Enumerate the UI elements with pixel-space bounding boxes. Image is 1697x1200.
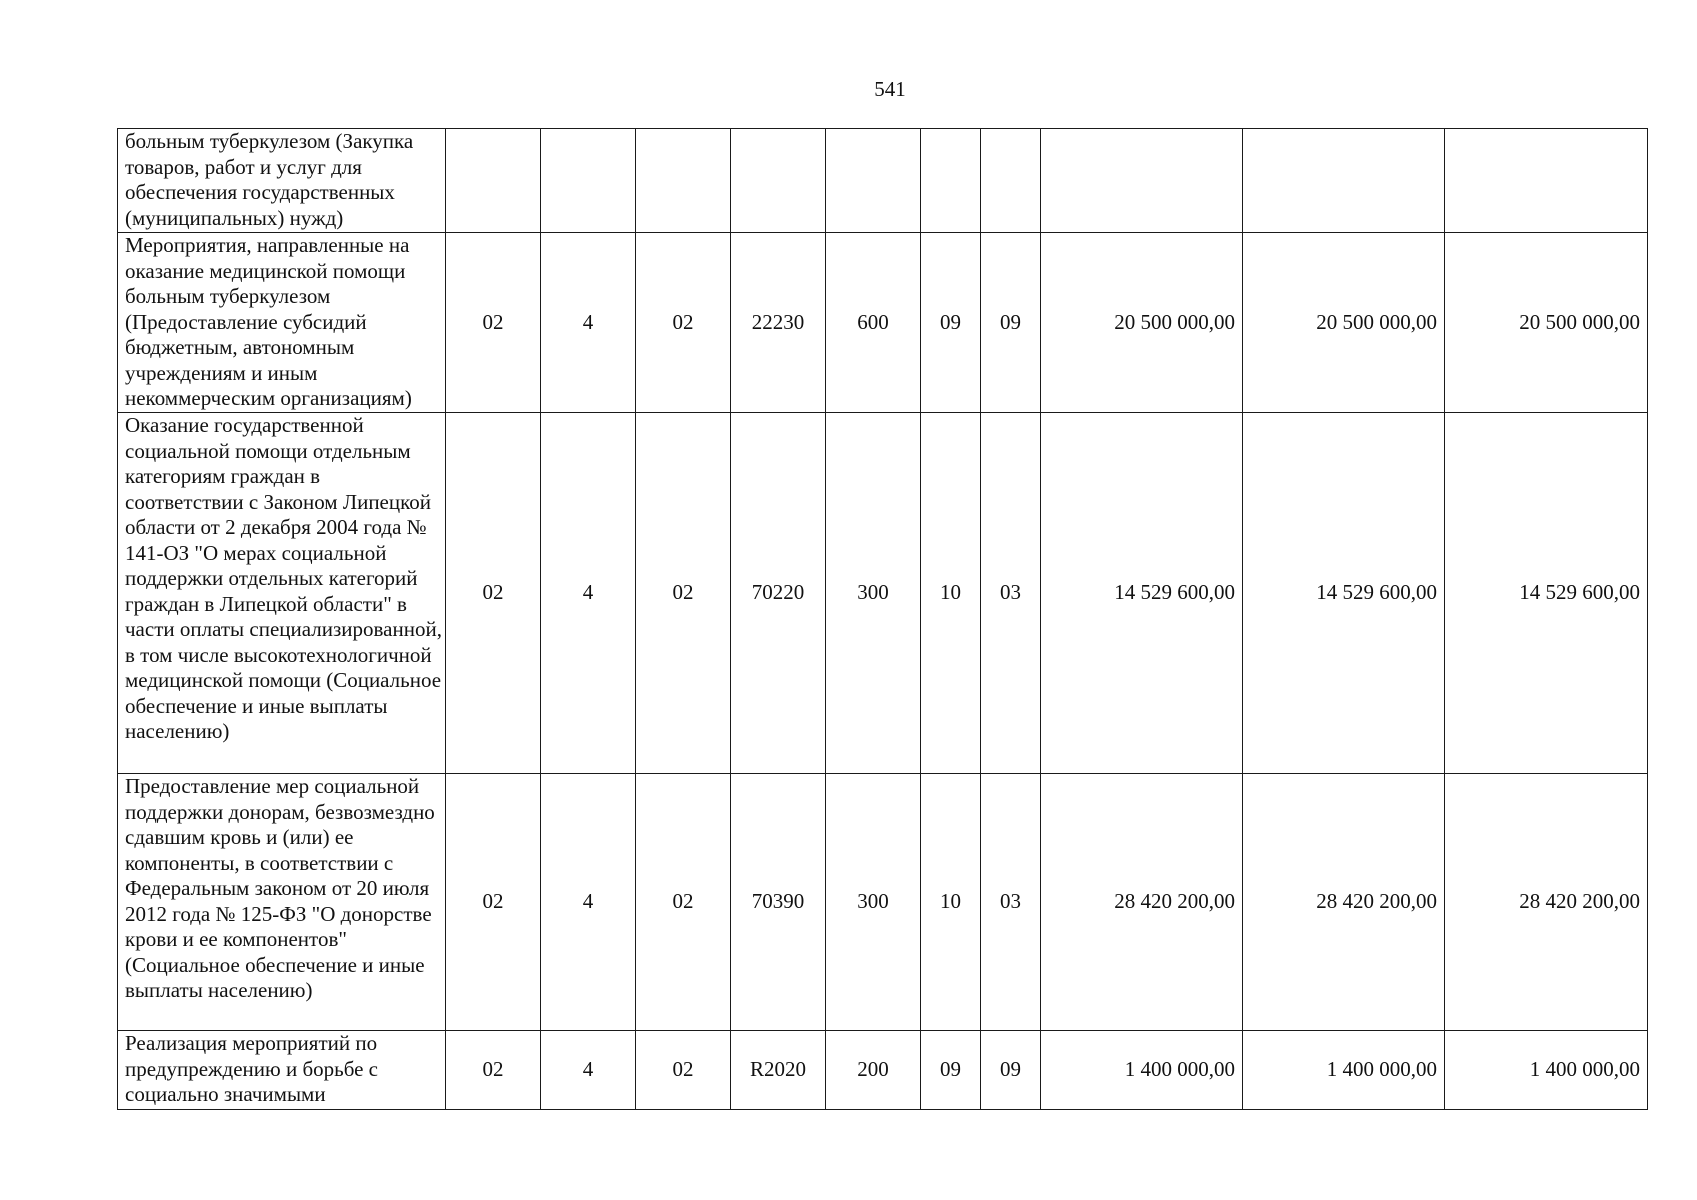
main-activity-code-cell: 02 bbox=[636, 413, 731, 774]
amount-year-1: 28 420 200,00 bbox=[1041, 774, 1243, 1031]
amount-year-1 bbox=[1041, 129, 1243, 233]
amount-year-2: 20 500 000,00 bbox=[1243, 233, 1445, 413]
amount-year-3: 14 529 600,00 bbox=[1445, 413, 1648, 774]
direction-code-cell: 22230 bbox=[731, 233, 826, 413]
subsection-cell: 09 bbox=[981, 233, 1041, 413]
row-description: Реализация мероприятий по предупреждению и борьбе с социально значимыми bbox=[118, 1031, 446, 1110]
amount-year-1: 20 500 000,00 bbox=[1041, 233, 1243, 413]
subprogram-code-cell bbox=[541, 129, 636, 233]
amount-year-3: 28 420 200,00 bbox=[1445, 774, 1648, 1031]
subsection-cell: 09 bbox=[981, 1031, 1041, 1110]
amount-year-2: 28 420 200,00 bbox=[1243, 774, 1445, 1031]
expense-type-cell: 300 bbox=[826, 774, 921, 1031]
amount-year-2: 14 529 600,00 bbox=[1243, 413, 1445, 774]
main-activity-code-cell: 02 bbox=[636, 233, 731, 413]
subprogram-code-cell: 4 bbox=[541, 774, 636, 1031]
subsection-cell: 03 bbox=[981, 413, 1041, 774]
amount-year-3: 1 400 000,00 bbox=[1445, 1031, 1648, 1110]
program-code-cell: 02 bbox=[446, 413, 541, 774]
direction-code-cell bbox=[731, 129, 826, 233]
expense-type-cell bbox=[826, 129, 921, 233]
budget-table bbox=[117, 128, 1648, 1110]
amount-year-3 bbox=[1445, 129, 1648, 233]
table-row bbox=[118, 1031, 1648, 1110]
section-cell: 10 bbox=[921, 413, 981, 774]
program-code-cell bbox=[446, 129, 541, 233]
amount-year-2 bbox=[1243, 129, 1445, 233]
subsection-cell bbox=[981, 129, 1041, 233]
table-row bbox=[118, 774, 1648, 1031]
section-cell: 09 bbox=[921, 233, 981, 413]
program-code-cell: 02 bbox=[446, 774, 541, 1031]
row-description: Оказание государственной социальной помощи отдельным категориям граждан в соответствии с Законом Липецкой области от 2 декабря 2004 года № 141-ОЗ "О мерах социальной поддержки отдельных категорий граждан в Липецкой области" в части оплаты специализированной, в том числе высокотехнологичной медицинской помощи (Социальное обеспечение и иные выплаты населению) bbox=[118, 413, 446, 774]
main-activity-code-cell: 02 bbox=[636, 1031, 731, 1110]
expense-type-cell: 300 bbox=[826, 413, 921, 774]
expense-type-cell: 600 bbox=[826, 233, 921, 413]
row-description: больным туберкулезом (Закупка товаров, работ и услуг для обеспечения государственных (муниципальных) нужд) bbox=[118, 129, 446, 233]
section-cell: 09 bbox=[921, 1031, 981, 1110]
amount-year-2: 1 400 000,00 bbox=[1243, 1031, 1445, 1110]
direction-code-cell: 70220 bbox=[731, 413, 826, 774]
amount-year-1: 14 529 600,00 bbox=[1041, 413, 1243, 774]
direction-code-cell: 70390 bbox=[731, 774, 826, 1031]
page-number: 541 bbox=[874, 77, 906, 101]
main-activity-code-cell: 02 bbox=[636, 774, 731, 1031]
subprogram-code-cell: 4 bbox=[541, 233, 636, 413]
table-row bbox=[118, 129, 1648, 233]
section-cell bbox=[921, 129, 981, 233]
table-row bbox=[118, 233, 1648, 413]
program-code-cell: 02 bbox=[446, 233, 541, 413]
subprogram-code-cell: 4 bbox=[541, 413, 636, 774]
expense-type-cell: 200 bbox=[826, 1031, 921, 1110]
subsection-cell: 03 bbox=[981, 774, 1041, 1031]
section-cell: 10 bbox=[921, 774, 981, 1031]
main-activity-code-cell bbox=[636, 129, 731, 233]
subprogram-code-cell: 4 bbox=[541, 1031, 636, 1110]
amount-year-1: 1 400 000,00 bbox=[1041, 1031, 1243, 1110]
row-description: Предоставление мер социальной поддержки донорам, безвозмездно сдавшим кровь и (или) ее компоненты, в соответствии с Федеральным законом от 20 июля 2012 года № 125-ФЗ "О донорстве крови и ее компонентов" (Социальное обеспечение и иные выплаты населению) bbox=[118, 774, 446, 1031]
direction-code-cell: R2020 bbox=[731, 1031, 826, 1110]
table-row bbox=[118, 413, 1648, 774]
amount-year-3: 20 500 000,00 bbox=[1445, 233, 1648, 413]
program-code-cell: 02 bbox=[446, 1031, 541, 1110]
row-description: Мероприятия, направленные на оказание медицинской помощи больным туберкулезом (Предоставление субсидий бюджетным, автономным учреждениям и иным некоммерческим организациям) bbox=[118, 233, 446, 413]
